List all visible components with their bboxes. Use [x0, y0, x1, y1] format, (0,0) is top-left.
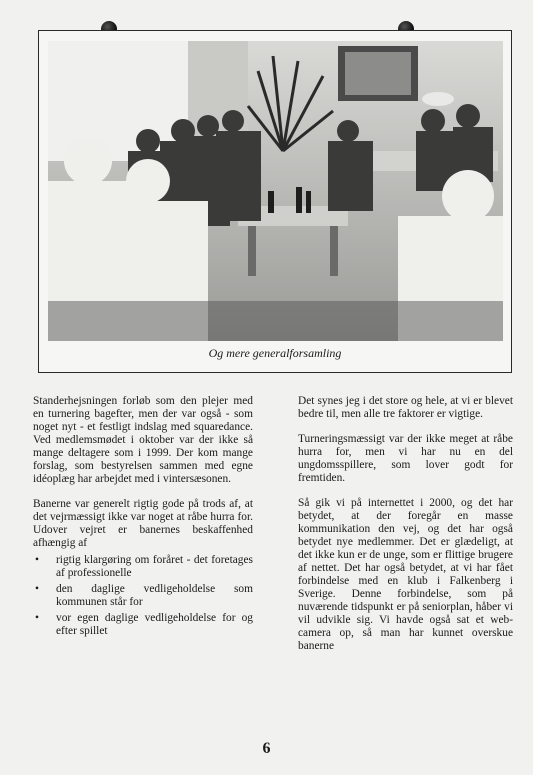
- left-paragraph-2: Banerne var generelt rigtig gode på trods af, at det vejrmæssigt ikke var noget at råbe hurra for. Udover vejret er banernes beskaffenhed afhængig af: [33, 498, 253, 549]
- list-item: • vor egen daglige vedligeholdelse for og efter spillet: [56, 612, 253, 638]
- photo-frame: [38, 30, 512, 373]
- right-column: [298, 395, 513, 665]
- condition-list: [33, 554, 253, 638]
- list-item: • den daglige vedligeholdelse som kommunen står for: [56, 583, 253, 609]
- left-column: [33, 395, 253, 641]
- left-paragraph-1: Standerhejsningen forløb som den plejer med en turnering bagefter, men der var også - som noget nyt - et festligt indslag med squaredance. Ved medlemsmødet i oktober var der ikke så mange deltagere som i 1999. Der kom mange forslag, som bestyrelsen sammen med egne idéoplæg har arbejdet med i vintersæsonen.: [33, 395, 253, 485]
- right-paragraph-3: Så gik vi på internettet i 2000, og det har betydet, at der foregår en masse kommunikation den vej, og det har også betydet nye medlemmer. Det er glædeligt, at det ikke kun er de unge, som er flittige brugere af nettet. Det har også betydet, at vi har fået forbindelse med en klub i Falkenberg i Sverige. Denne forbindelse, som på nuværende tidspunkt er på seniorplan, håber vi vil udvikle sig. Vi havde også sat et web-camera op, så man har kunnet overskue banerne: [298, 497, 513, 652]
- right-paragraph-2: Turneringsmæssigt var der ikke meget at råbe hurra for, men vi har nu en del ungdomsspillere, som lover godt for fremtiden.: [298, 433, 513, 484]
- meeting-photo-illustration: [48, 41, 503, 341]
- meeting-photo: [48, 41, 503, 341]
- list-item: • rigtig klargøring om foråret - det foretages af professionelle: [56, 554, 253, 580]
- right-paragraph-1: Det synes jeg i det store og hele, at vi er blevet bedre til, men alle tre faktorer er vigtige.: [298, 395, 513, 420]
- page-number: 6: [262, 740, 271, 757]
- photo-caption: Og mere generalforsamling: [208, 346, 342, 360]
